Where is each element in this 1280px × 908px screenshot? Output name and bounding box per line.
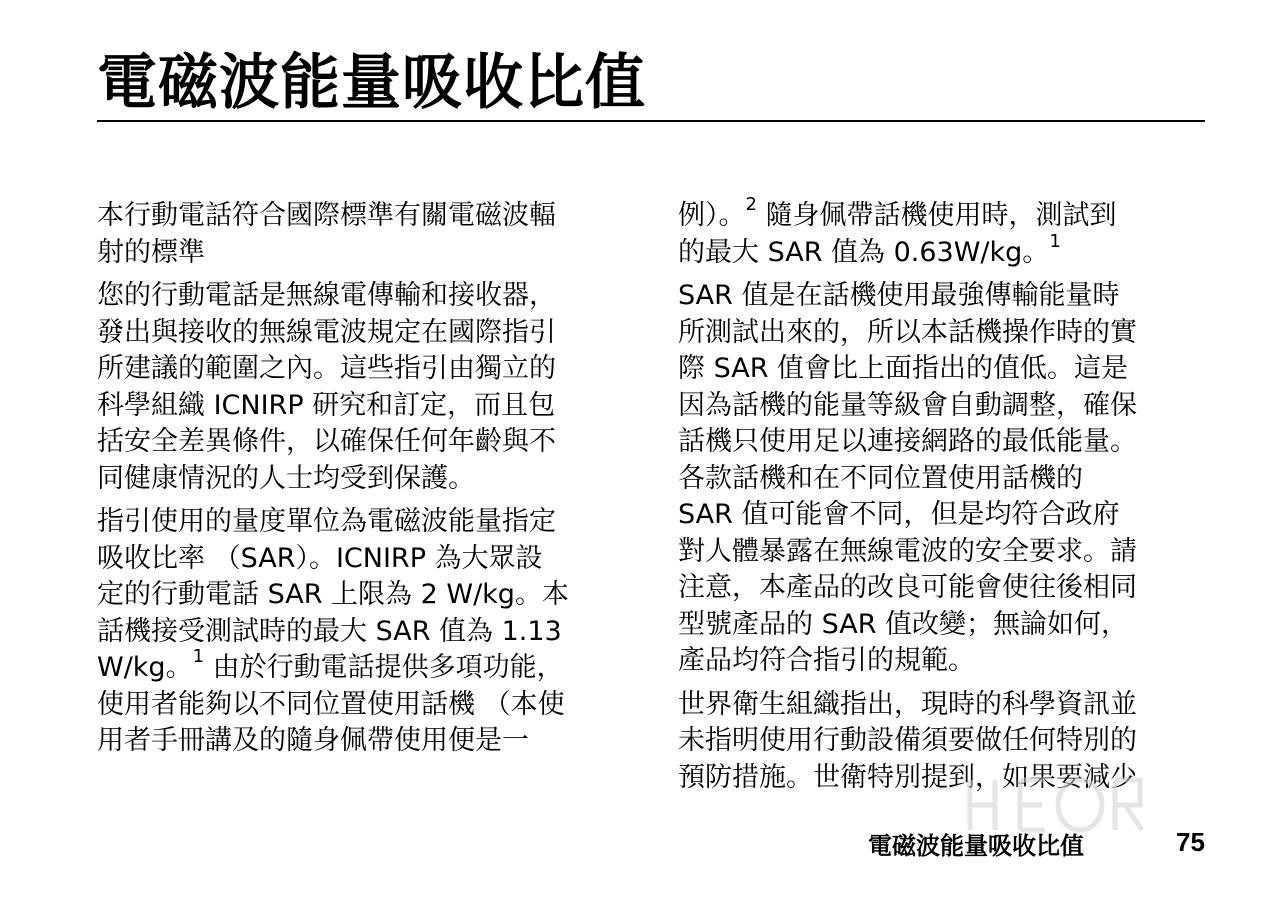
footer-section-title: 電磁波能量吸收比值 — [868, 832, 1084, 860]
text-line: 射的標準 — [97, 236, 205, 268]
page-title: 電磁波能量吸收比值 — [97, 48, 646, 118]
text-line: 產品均符合指引的規範。 — [678, 645, 975, 676]
text-line: 發出與接收的無線電波規定在國際指引 — [97, 316, 556, 348]
section-heading — [97, 198, 627, 271]
text-line — [678, 230, 1208, 272]
text-line: 指引使用的量度單位為電磁波能量指定 — [97, 506, 556, 537]
paragraph-sar-measurement — [678, 278, 1208, 680]
paragraph-continuation — [678, 194, 1208, 271]
text-line: SAR 值可能會不同，但是均符合政府 — [678, 499, 1120, 530]
text-line: 話機只使用足以連接網路的最低能量。 — [678, 426, 1137, 457]
left-column — [97, 198, 627, 767]
text-line: 世界衛生組織指出，現時的科學資訊並 — [678, 688, 1137, 720]
text-line: 本行動電話符合國際標準有關電磁波輻 — [97, 200, 556, 231]
text-line: 話機接受測試時的最大 SAR 值為 1.13 — [97, 615, 562, 647]
text-line: SAR 值是在話機使用最強傳輸能量時 — [678, 280, 1120, 311]
text-line: 您的行動電話是無線電傳輸和接收器， — [97, 280, 556, 311]
text-line: 各款話機和在不同位置使用話機的 — [678, 462, 1083, 494]
text-fragment: 隨身佩帶話機使用時，測試到 — [756, 200, 1117, 231]
text-line: 同健康情況的人士均受到保護。 — [97, 462, 475, 494]
text-fragment: 例）。 — [678, 200, 746, 231]
text-line: 用者手冊講及的隨身佩帶使用便是一 — [97, 725, 529, 756]
title-divider — [97, 120, 1205, 122]
paragraph-sar-definition — [97, 504, 627, 760]
right-column — [678, 194, 1208, 803]
footnote-marker: 1 — [192, 646, 205, 667]
footnote-marker: 1 — [1049, 230, 1061, 252]
text-line — [678, 194, 1208, 235]
text-line: 所建議的範圍之內。這些指引由獨立的 — [97, 353, 556, 384]
text-fragment: W/kg。 — [97, 652, 193, 683]
text-line: 未指明使用行動設備須要做任何特別的 — [678, 725, 1137, 756]
text-line: 型號產品的 SAR 值改變；無論如何， — [678, 608, 1129, 640]
text-line: 吸收比率 （SAR）。ICNIRP 為大眾設 — [97, 542, 543, 574]
paragraph-intro — [97, 278, 627, 497]
text-line: 定的行動電話 SAR 上限為 2 W/kg。本 — [97, 579, 569, 610]
text-line: 使用者能夠以不同位置使用話機 （本使 — [97, 688, 565, 720]
text-line: 所測試出來的，所以本話機操作時的實 — [678, 316, 1137, 348]
text-fragment: 的最大 SAR 值為 0.63W/kg。 — [678, 236, 1050, 268]
text-line: 預防措施。世衛特別提到，如果要減少 — [678, 761, 1137, 793]
footnote-marker: 2 — [745, 194, 757, 215]
text-line — [97, 646, 627, 687]
text-fragment: 由於行動電話提供多項功能， — [204, 652, 564, 683]
text-line: 注意，本產品的改良可能會使往後相同 — [678, 572, 1137, 603]
text-line: 科學組織 ICNIRP 研究和訂定，而且包 — [97, 389, 556, 421]
text-line: 因為話機的能量等級會自動調整，確保 — [678, 389, 1137, 421]
text-line: 對人體暴露在無線電波的安全要求。請 — [678, 535, 1137, 567]
page-number: 75 — [1176, 827, 1205, 857]
text-line: 括安全差異條件，以確保任何年齡與不 — [97, 426, 556, 457]
text-line: 際 SAR 值會比上面指出的值低。這是 — [678, 353, 1129, 384]
